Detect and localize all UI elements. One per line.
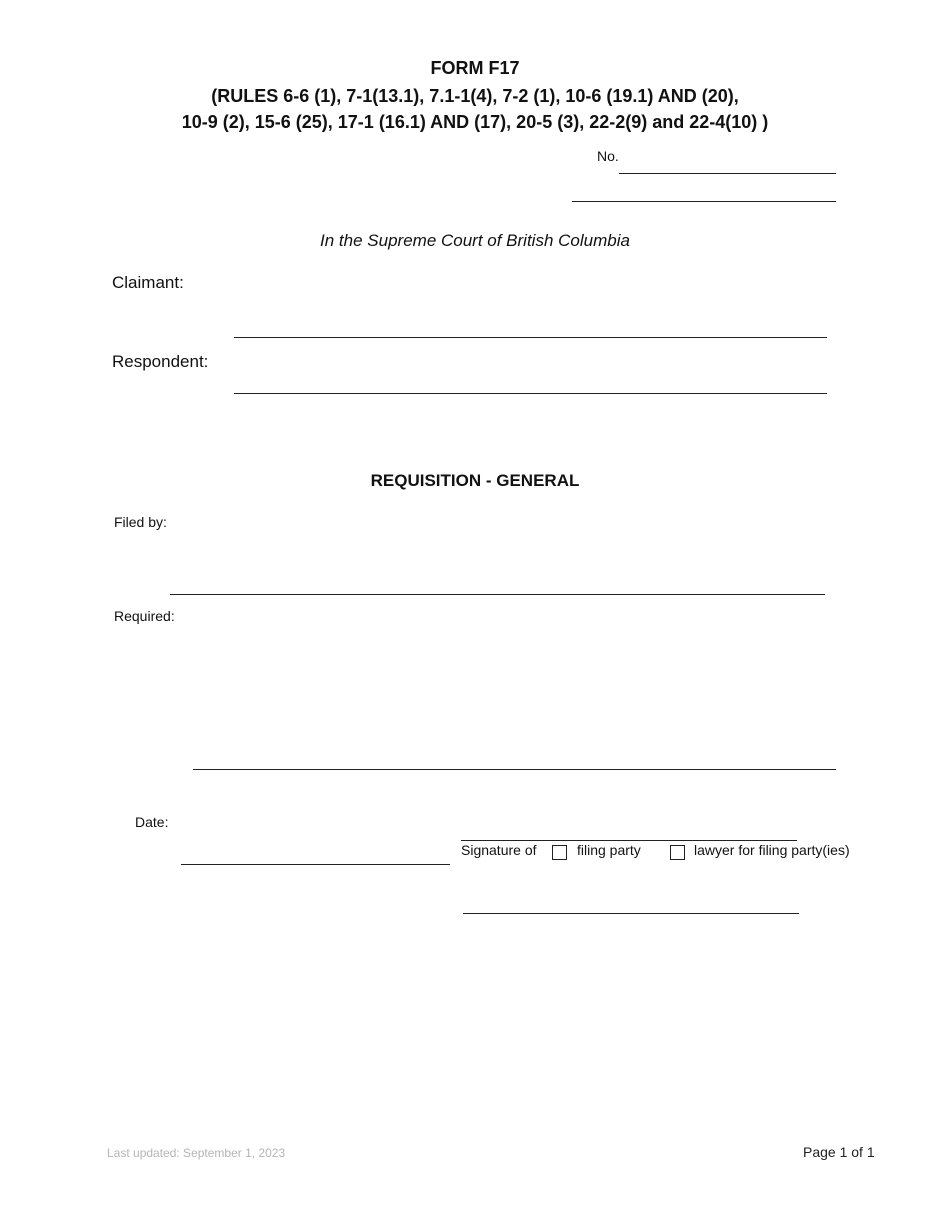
file-number-input[interactable] xyxy=(619,150,836,172)
signatory-name-input[interactable] xyxy=(463,890,799,912)
signature-line xyxy=(461,840,797,841)
date-input[interactable] xyxy=(181,841,450,863)
file-number-line-2 xyxy=(572,201,836,202)
page-number: Page 1 of 1 xyxy=(803,1144,875,1160)
filed-by-line xyxy=(170,594,825,595)
last-updated: Last updated: September 1, 2023 xyxy=(107,1146,286,1160)
file-number-label: No. xyxy=(597,148,619,164)
respondent-line xyxy=(234,393,827,394)
court-name: In the Supreme Court of British Columbia xyxy=(320,231,630,250)
filing-party-checkbox[interactable] xyxy=(552,845,567,860)
signatory-name-line xyxy=(463,913,799,914)
claimant-label: Claimant: xyxy=(112,273,184,292)
filed-by-input[interactable] xyxy=(170,571,825,593)
respondent-input[interactable] xyxy=(234,370,827,392)
lawyer-checkbox[interactable] xyxy=(670,845,685,860)
respondent-label: Respondent: xyxy=(112,352,209,371)
required-label: Required: xyxy=(114,608,175,624)
filed-by-label: Filed by: xyxy=(114,514,167,530)
filing-party-label: filing party xyxy=(577,842,641,858)
date-label: Date: xyxy=(135,814,169,830)
rules-line-1: (RULES 6-6 (1), 7-1(13.1), 7.1-1(4), 7-2 (1), 10-6 (19.1) AND (20), xyxy=(211,86,739,106)
file-number-input-2[interactable] xyxy=(572,178,836,200)
required-input[interactable] xyxy=(193,746,836,768)
required-line xyxy=(193,769,836,770)
rules-line-2: 10-9 (2), 15-6 (25), 17-1 (16.1) AND (17), 20-5 (3), 22-2(9) and 22-4(10) ) xyxy=(181,112,769,132)
claimant-input[interactable] xyxy=(234,314,827,336)
section-title: REQUISITION - GENERAL xyxy=(370,471,580,490)
form-title: FORM F17 xyxy=(430,58,520,78)
date-line xyxy=(181,864,450,865)
claimant-line xyxy=(234,337,827,338)
file-number-line xyxy=(619,173,836,174)
signature-label: Signature of xyxy=(461,842,537,858)
lawyer-label: lawyer for filing party(ies) xyxy=(694,842,850,858)
